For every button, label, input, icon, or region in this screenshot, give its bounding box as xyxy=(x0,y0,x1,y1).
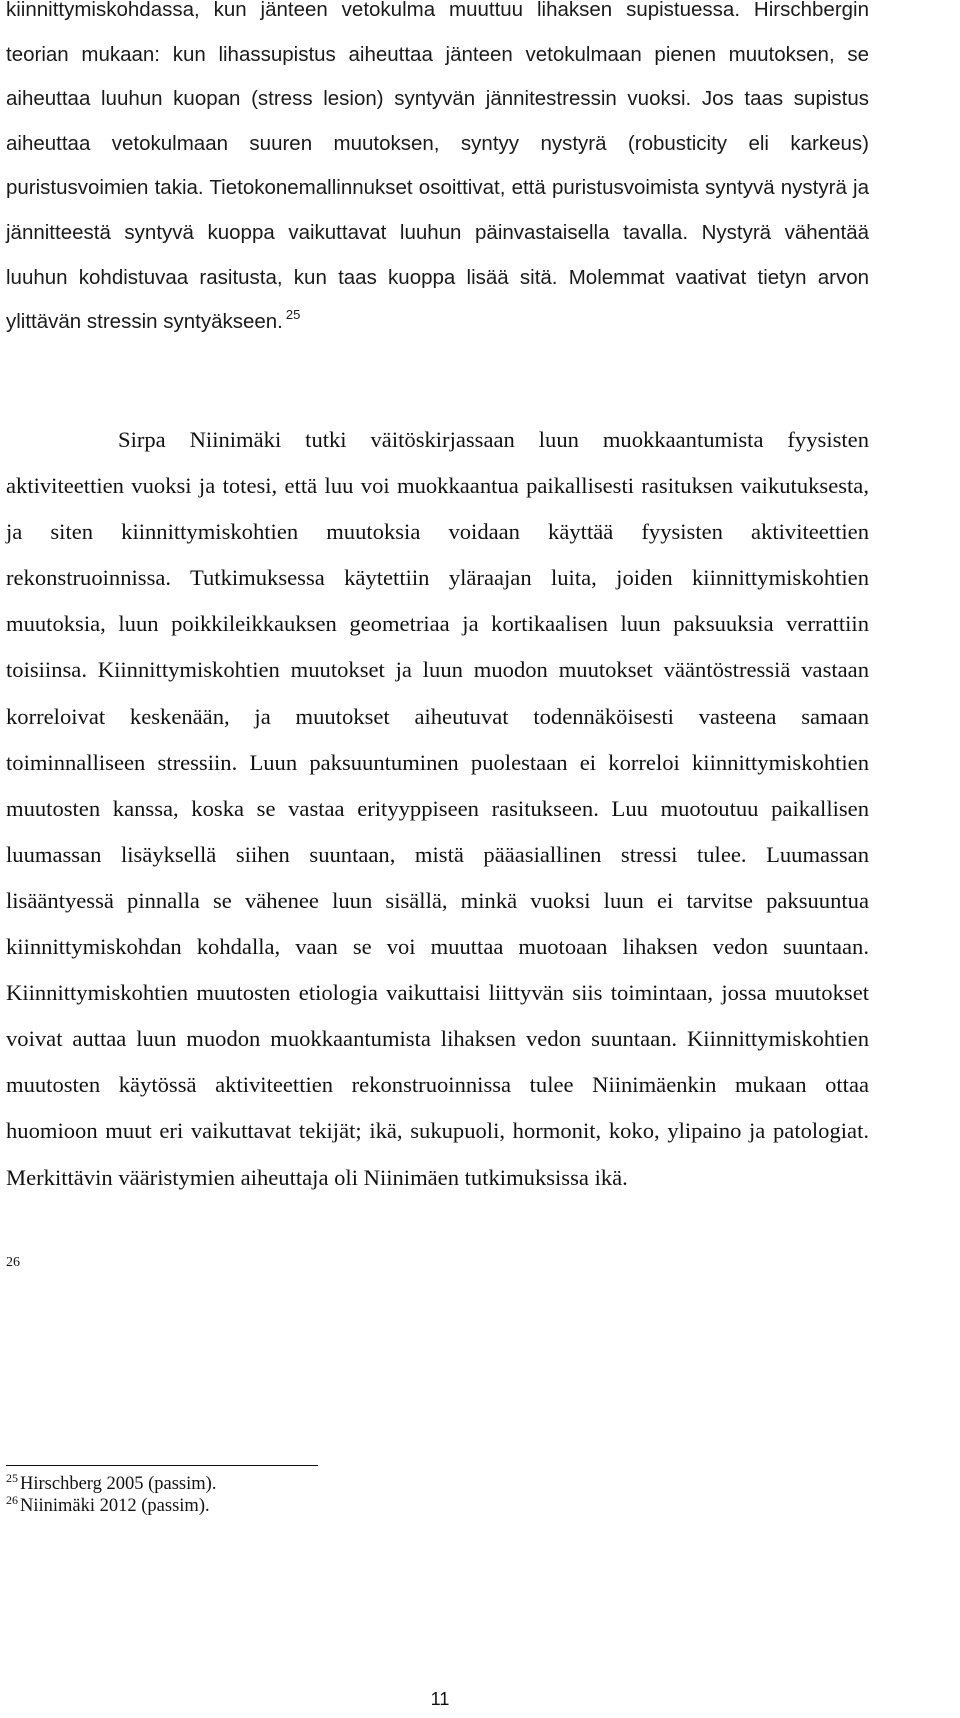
paragraph-1-text: kiinnittymiskohdassa, kun jänteen vetokulma muuttuu lihaksen supistuessa. Hirschbergin teorian mukaan: kun lihassupistus aiheuttaa jänteen vetokulmaan pienen muutoksen, se aiheuttaa luuhun kuopan (stress lesion) syntyvän jännitestressin vuoksi. Jos taas supistus aiheuttaa vetokulmaan suuren muutoksen, syntyy nystyrä (robusticity eli karkeus) puristusvoimien takia. Tietokonemallinnukset osoittivat, että puristusvoimista syntyvä nystyrä ja jännitteestä syntyvä kuoppa vaikuttavat luuhun päinvastaisella tavalla. Nystyrä vähentää luuhun kohdistuvaa rasitusta, kun taas kuoppa lisää sitä. Molemmat vaativat tietyn arvon ylittävän stressin syntyäkseen. xyxy=(6,0,869,334)
body-paragraph-2 xyxy=(6,417,869,1201)
footnote-25-number: 25 xyxy=(6,1470,18,1485)
page-number: 11 xyxy=(430,1689,450,1709)
paragraph-2-text: Sirpa Niinimäki tutki väitöskirjassaan luun muokkaantumista fyysisten aktiviteettien vuoksi ja totesi, että luu voi muokkaantua paikallisesti rasituksen vaikutuksesta, ja siten kiinnittymiskohtien muutoksia voidaan käyttää fyysisten aktiviteettien rekonstruoinnissa. Tutkimuksessa käytettiin yläraajan luita, joiden kiinnittymiskohtien muutoksia, luun poikkileikkauksen geometriaa ja kortikaalisen luun paksuuksia verrattiin toisiinsa. Kiinnittymiskohtien muutokset ja luun muodon muutokset vääntöstressiä vastaan korreloivat keskenään, ja muutokset aiheutuvat todennäköisesti vasteena samaan toiminnalliseen stressiin. Luun paksuuntuminen puolestaan ei korreloi kiinnittymiskohtien muutosten kanssa, koska se vastaa erityyppiseen rasitukseen. Luu muotoutuu paikallisen luumassan lisäyksellä siihen suuntaan, mistä pääasiallinen stressi tulee. Luumassan lisääntyessä pinnalla se vähenee luun sisällä, minkä vuoksi luun ei tarvitse paksuuntua kiinnittymiskohdan kohdalla, vaan se voi muuttaa muotoaan lihaksen vedon suuntaan. Kiinnittymiskohtien muutosten etiologia vaikuttaisi liittyvän siis toimintaan, jossa muutokset voivat auttaa luun muodon muokkaantumista lihaksen vedon suuntaan. Kiinnittymiskohtien muutosten käytössä aktiviteettien rekonstruoinnissa tulee Niinimäenkin mukaan ottaa huomioon muut eri vaikuttavat tekijät; ikä, sukupuoli, hormonit, koko, ylipaino ja patologiat. Merkittävin vääristymien aiheuttaja oli Niinimäen tutkimuksissa ikä. xyxy=(6,427,869,1190)
footnote-reference-26: 26 xyxy=(6,1255,20,1270)
footnote-26 xyxy=(6,1494,210,1518)
footnote-reference-25: 25 xyxy=(285,307,301,323)
footnote-separator xyxy=(6,1465,318,1466)
body-paragraph-1 xyxy=(6,0,869,345)
footnote-26-text: Niinimäki 2012 (passim). xyxy=(20,1496,210,1516)
footnote-26-number: 26 xyxy=(6,1492,18,1507)
footnote-25 xyxy=(6,1472,216,1496)
footnote-25-text: Hirschberg 2005 (passim). xyxy=(20,1474,217,1494)
